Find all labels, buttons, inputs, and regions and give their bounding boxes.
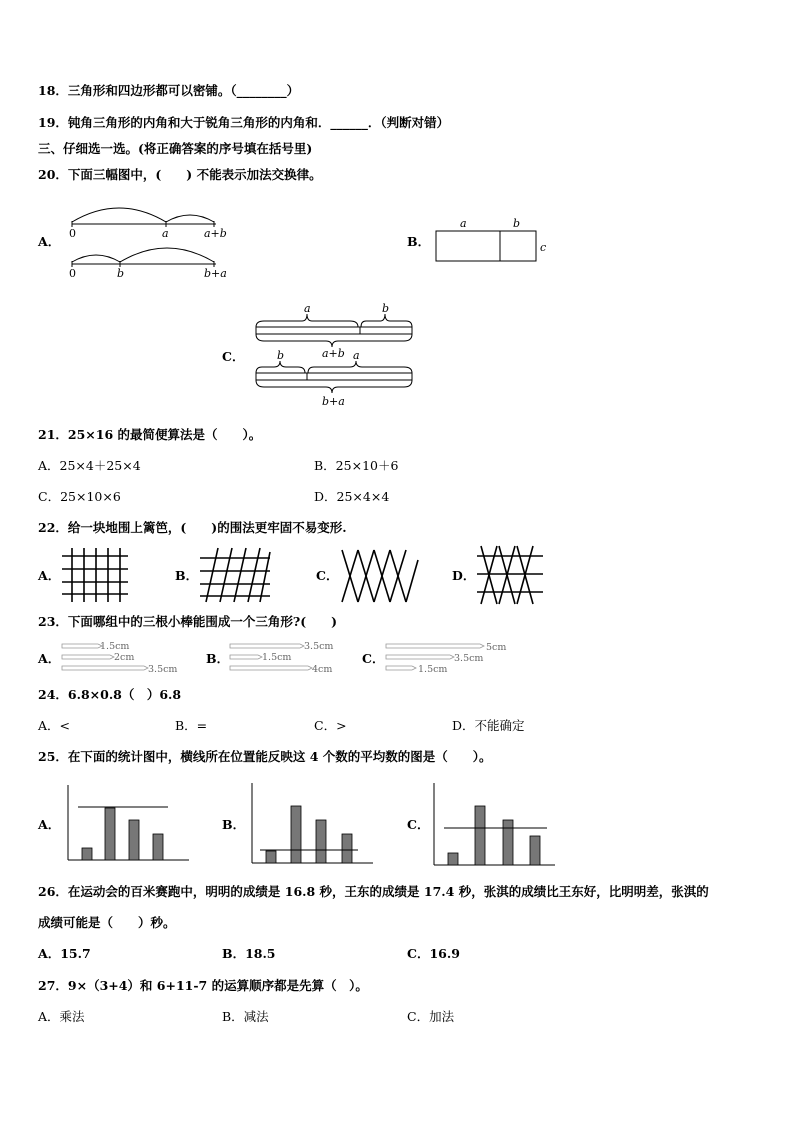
q22-option-b-label[interactable]: B．	[175, 568, 199, 583]
q24-option-c[interactable]: C．>	[314, 718, 347, 733]
q25b-bar-4	[342, 834, 352, 863]
question-24: 24．6.8×0.8（ ）6.8	[38, 687, 182, 702]
question-26-line-1: 26．在运动会的百米赛跑中，明明的成绩是 16.8 秒，王东的成绩是 17.4 秒，张淇的成绩比王东好，比明明差，张淇的	[38, 884, 709, 899]
q27-option-c[interactable]: C．加法	[407, 1009, 455, 1024]
q23c-stick-1: 5cm	[486, 642, 507, 653]
q20c-top-b: b	[382, 302, 390, 315]
q25c-bar-4	[530, 836, 540, 865]
q23b-stick-2: 1.5cm	[262, 652, 292, 663]
q23-sticks-c	[384, 642, 524, 676]
q20a-label-0: 0	[69, 227, 76, 240]
q19-text: 19．钝角三角形的内角和大于锐角三角形的内角和．	[38, 115, 331, 130]
question-21: 21．25×16 的最简便算法是（ ）。	[38, 427, 262, 442]
q20b-label-c: c	[540, 241, 547, 254]
q26-option-a[interactable]: A．15.7	[38, 946, 91, 961]
q27-option-a[interactable]: A．乘法	[38, 1009, 85, 1024]
q18-close: ）	[286, 83, 300, 98]
q25-chart-b	[248, 783, 378, 865]
q23-option-b-label[interactable]: B．	[206, 651, 230, 666]
q19-blank[interactable]: ______	[330, 115, 368, 130]
q22-figure-b-slanted-fence	[198, 546, 272, 604]
q25a-bar-1	[82, 848, 92, 860]
q22-figure-c-cross-fence	[340, 546, 420, 604]
q25c-bar-3	[503, 820, 513, 865]
q26-option-b[interactable]: B．18.5	[222, 946, 276, 961]
q24-option-b[interactable]: B．=	[175, 718, 208, 733]
question-19	[38, 115, 449, 131]
q23c-stick-2: 3.5cm	[454, 653, 484, 664]
q20-option-c-label[interactable]: C．	[222, 349, 245, 364]
q25a-bar-4	[153, 834, 163, 860]
q25b-bar-2	[291, 806, 301, 863]
q20c-bot-sum: b+a	[322, 395, 345, 408]
q23a-stick-1: 1.5cm	[100, 641, 130, 652]
q22-option-d-label[interactable]: D．	[452, 568, 476, 583]
question-18	[38, 83, 299, 99]
q25-option-c-label[interactable]: C．	[407, 817, 430, 832]
question-25: 25．在下面的统计图中，横线所在位置能反映这 4 个数的平均数的图是（ ）。	[38, 749, 492, 764]
q24-option-a[interactable]: A．<	[38, 718, 71, 733]
q20c-top-sum: a+b	[322, 347, 345, 360]
q18-text: 18．三角形和四边形都可以密铺。（	[38, 83, 237, 98]
q25b-bar-1	[266, 851, 276, 863]
q25-option-b-label[interactable]: B．	[222, 817, 246, 832]
q21-option-c[interactable]: C．25×10×6	[38, 489, 121, 504]
q23c-stick-3: 1.5cm	[418, 664, 448, 675]
q20a-label-a: a	[162, 227, 169, 240]
q25c-bar-2	[475, 806, 485, 865]
question-22: 22．给一块地围上篱笆，( )的围法更牢固不易变形.	[38, 520, 347, 535]
q26-option-c[interactable]: C．16.9	[407, 946, 460, 961]
q20a-label-ab: a+b	[204, 227, 227, 240]
q20b-label-a: a	[460, 217, 467, 230]
q24-option-d[interactable]: D．不能确定	[452, 718, 525, 733]
q20-option-b-label[interactable]: B．	[407, 234, 431, 249]
question-20: 20．下面三幅图中，( ) 不能表示加法交换律。	[38, 167, 322, 182]
q19-tail: ．（判断对错）	[367, 115, 450, 130]
q21-option-a[interactable]: A．25×4＋25×4	[38, 458, 141, 473]
section-3-heading: 三、仔细选一选。(将正确答案的序号填在括号里)	[38, 141, 313, 156]
q23a-stick-3: 3.5cm	[148, 664, 178, 675]
question-23: 23．下面哪组中的三根小棒能围成一个三角形?( )	[38, 614, 338, 629]
q20-figure-a	[66, 202, 236, 282]
q20-figure-b	[430, 215, 560, 267]
q23-option-a-label[interactable]: A．	[38, 651, 61, 666]
q25b-bar-3	[316, 820, 326, 863]
q23-option-c-label[interactable]: C．	[362, 651, 385, 666]
q25-option-a-label[interactable]: A．	[38, 817, 61, 832]
q23-sticks-a	[60, 642, 190, 676]
q27-option-b[interactable]: B．减法	[222, 1009, 269, 1024]
q20a-label-b: b	[117, 267, 125, 280]
q20-option-a-label[interactable]: A．	[38, 234, 61, 249]
q20-figure-c	[250, 301, 420, 411]
question-26-line-2: 成绩可能是（ ）秒。	[38, 915, 176, 930]
q20b-label-b: b	[513, 217, 521, 230]
q23b-stick-3: 4cm	[312, 664, 333, 675]
q22-figure-d-braced-fence	[475, 544, 547, 606]
q20c-top-a: a	[304, 302, 311, 315]
q20a-label-0b: 0	[69, 267, 76, 280]
q21-option-b[interactable]: B．25×10＋6	[314, 458, 399, 473]
q25-chart-c	[430, 783, 560, 867]
q23a-stick-2: 2cm	[114, 652, 135, 663]
q22-option-a-label[interactable]: A．	[38, 568, 61, 583]
q20a-label-ba: b+a	[204, 267, 227, 280]
q20c-bot-a: a	[353, 349, 360, 362]
q25a-bar-3	[129, 820, 139, 860]
q20c-bot-b: b	[277, 349, 285, 362]
q23b-stick-1: 3.5cm	[304, 641, 334, 652]
q23-sticks-b	[228, 642, 348, 676]
q18-blank[interactable]: ________	[236, 83, 287, 98]
question-27: 27．9×（3+4）和 6+11-7 的运算顺序都是先算（ ）。	[38, 978, 368, 993]
q25-chart-a	[64, 785, 194, 865]
q21-option-d[interactable]: D．25×4×4	[314, 489, 390, 504]
q22-option-c-label[interactable]: C．	[316, 568, 339, 583]
q25a-bar-2	[105, 808, 115, 860]
q22-figure-a-grid-fence	[60, 546, 130, 604]
q25c-bar-1	[448, 853, 458, 865]
